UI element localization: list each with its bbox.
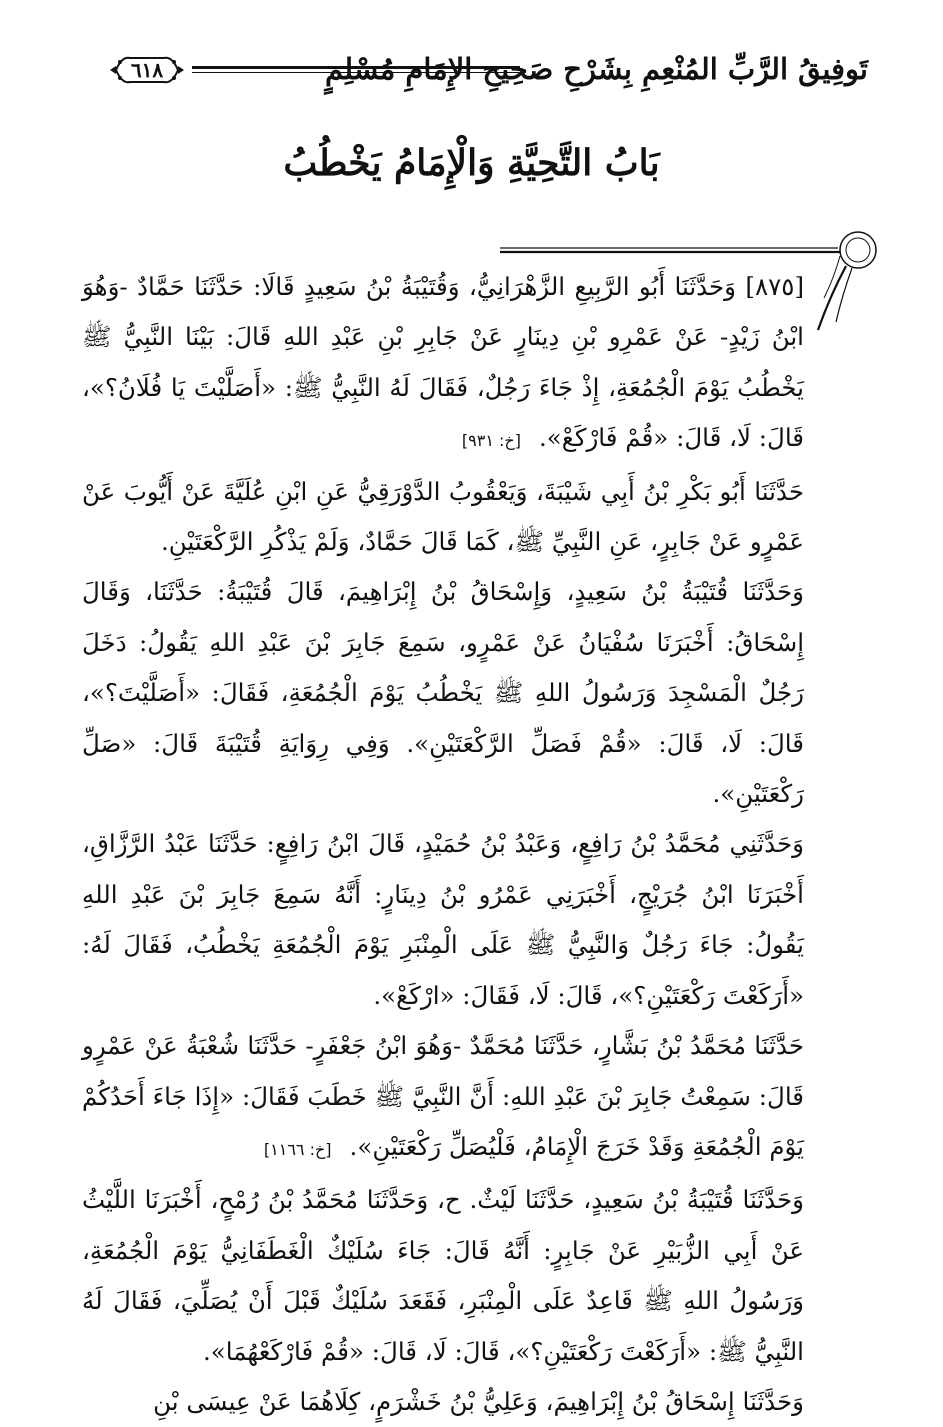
paragraph-text: حَدَّثَنَا أَبُو بَكْرِ بْنُ أَبِي شَيْبَةَ، وَيَعْقُوبُ الدَّوْرَقِيُّ عَنِ ابْنِ عُلَيَّةَ عَنْ أَيُّوبَ عَنْ عَمْرٍو عَنْ جَابِرٍ، عَنِ النَّبِيِّ ﷺ، كَمَا قَالَ حَمَّادٌ، وَلَمْ يَذْكُرِ الرَّكْعَتَيْنِ. [82, 476, 804, 557]
paragraph [82, 1021, 804, 1175]
paragraph [82, 1175, 804, 1377]
paragraph-text: وَحَدَّثَنَا قُتَيْبَةُ بْنُ سَعِيدٍ، حَدَّثَنَا لَيْثٌ. ح، وَحَدَّثَنَا مُحَمَّدُ بْنُ رُمْحٍ، أَخْبَرَنَا اللَّيْثُ عَنْ أَبِي الزُّبَيْرِ عَنْ جَابِرٍ: أَنَّهُ قَالَ: جَاءَ سُلَيْكٌ الْغَطَفَانِيُّ يَوْمَ الْجُمُعَةِ، وَرَسُولُ اللهِ ﷺ قَاعِدٌ عَلَى الْمِنْبَرِ، فَقَعَدَ سُلَيْكٌ قَبْلَ أَنْ يُصَلِّيَ، فَقَالَ لَهُ النَّبِيُّ ﷺ: «أَرَكَعْتَ رَكْعَتَيْنِ؟»، قَالَ: لَا، قَالَ: «قُمْ فَارْكَعْهُمَا». [82, 1185, 804, 1366]
page-number: ٦١٨ [130, 58, 164, 82]
reference: [خ: ٩٣١] [461, 431, 521, 451]
chapter-title: بَابُ التَّحِيَّةِ وَالْإِمَامُ يَخْطُبُ [283, 142, 660, 184]
paragraph-text: وَحَدَّثَنِي مُحَمَّدُ بْنُ رَافِعٍ، وَعَبْدُ بْنُ حُمَيْدٍ، قَالَ ابْنُ رَافِعٍ: حَدَّثَنَا عَبْدُ الرَّزَّاقِ، أَخْبَرَنَا ابْنُ جُرَيْجٍ، أَخْبَرَنِي عَمْرُو بْنُ دِينَارٍ: أَنَّهُ سَمِعَ جَابِرَ بْنَ عَبْدِ اللهِ يَقُولُ: جَاءَ رَجُلٌ وَالنَّبِيُّ ﷺ عَلَى الْمِنْبَرِ يَوْمَ الْجُمُعَةِ يَخْطُبُ، فَقَالَ لَهُ: «أَرَكَعْتَ رَكْعَتَيْنِ؟»، قَالَ: لَا، فَقَالَ: «ارْكَعْ». [82, 829, 804, 1010]
page-number-badge [108, 50, 186, 90]
header-rule [192, 66, 520, 73]
paragraph-text: [٨٧٥] وَحَدَّثَنَا أَبُو الرَّبِيعِ الزَّهْرَانِيُّ، وَقُتَيْبَةُ بْنُ سَعِيدٍ قَالَا: حَدَّثَنَا حَمَّادٌ -وَهُوَ ابْنُ زَيْدٍ- عَنْ عَمْرِو بْنِ دِينَارٍ عَنْ جَابِرِ بْنِ عَبْدِ اللهِ قَالَ: بَيْنَا النَّبِيُّ ﷺ يَخْطُبُ يَوْمَ الْجُمُعَةِ، إِذْ جَاءَ رَجُلٌ، فَقَالَ لَهُ النَّبِيُّ ﷺ: «أَصَلَّيْتَ يَا فُلَانُ؟»، قَالَ: لَا، قَالَ: «قُمْ فَارْكَعْ». [82, 272, 804, 453]
page-header [82, 48, 868, 98]
paragraph [82, 819, 804, 1021]
reference: [خ: ١١٦٦] [263, 1139, 332, 1159]
hadith-text [82, 262, 804, 1427]
paragraph-text: وَحَدَّثَنَا إِسْحَاقُ بْنُ إِبْرَاهِيمَ، وَعَلِيُّ بْنُ خَشْرَمٍ، كِلَاهُمَا عَنْ عِيسَى بْنِ [153, 1386, 804, 1416]
paragraph [82, 262, 804, 467]
paragraph [82, 1377, 804, 1427]
book-title: تَوفِيقُ الرَّبِّ المُنْعِمِ بِشَرْحِ صَحِيحِ الإِمَامِ مُسْلِمٍ [324, 52, 868, 86]
paragraph [82, 467, 804, 568]
paragraph-text: وَحَدَّثَنَا قُتَيْبَةُ بْنُ سَعِيدٍ، وَإِسْحَاقُ بْنُ إِبْرَاهِيمَ، قَالَ قُتَيْبَةُ: حَدَّثَنَا، وَقَالَ إِسْحَاقُ: أَخْبَرَنَا سُفْيَانُ عَنْ عَمْرٍو، سَمِعَ جَابِرَ بْنَ عَبْدِ اللهِ يَقُولُ: دَخَلَ رَجُلٌ الْمَسْجِدَ وَرَسُولُ اللهِ ﷺ يَخْطُبُ يَوْمَ الْجُمُعَةِ، فَقَالَ: «أَصَلَّيْتَ؟»، قَالَ: لَا، قَالَ: «قُمْ فَصَلِّ الرَّكْعَتَيْنِ». وَفِي رِوَايَةِ قُتَيْبَةَ قَالَ: «صَلِّ رَكْعَتَيْنِ». [82, 577, 804, 809]
paragraph-text: حَدَّثَنَا مُحَمَّدُ بْنُ بَشَّارٍ، حَدَّثَنَا مُحَمَّدٌ -وَهُوَ ابْنُ جَعْفَرٍ- حَدَّثَنَا شُعْبَةُ عَنْ عَمْرٍو قَالَ: سَمِعْتُ جَابِرَ بْنَ عَبْدِ اللهِ: أَنَّ النَّبِيَّ ﷺ خَطَبَ فَقَالَ: «إِذَا جَاءَ أَحَدُكُمْ يَوْمَ الْجُمُعَةِ وَقَدْ خَرَجَ الْإِمَامُ، فَلْيُصَلِّ رَكْعَتَيْنِ». [82, 1031, 804, 1161]
paragraph [82, 567, 804, 819]
